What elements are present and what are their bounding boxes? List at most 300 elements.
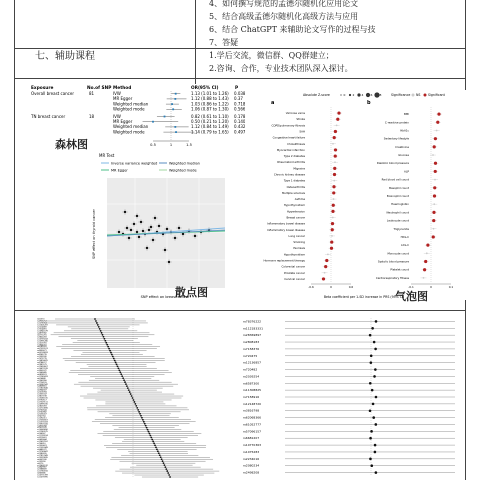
bubble-trait-label: Inflammatory bowel disease xyxy=(267,221,305,226)
snp-label: rs12991280 xyxy=(37,340,48,343)
scatter-label: 散点图 xyxy=(175,286,208,299)
snp-label: rs61570 xyxy=(37,318,45,321)
bubble-trait-label: Asthma xyxy=(294,197,305,202)
snp-point xyxy=(154,445,156,447)
bubble-point xyxy=(432,235,435,238)
snp-label: rs7726159 xyxy=(37,381,47,384)
document-sheet xyxy=(14,0,466,480)
bubble-point xyxy=(330,240,333,243)
snp-label: rs10770363 xyxy=(243,443,262,448)
bubble-point xyxy=(426,252,428,254)
bubble-point xyxy=(432,219,435,222)
row-divider xyxy=(15,310,465,311)
bubble-point xyxy=(333,167,336,170)
forest-header-or: OR(95% CI) xyxy=(191,86,219,91)
bubble-point xyxy=(331,210,334,213)
bubble-point xyxy=(424,260,427,263)
snp-label: rs11242675 xyxy=(37,431,48,434)
scatter-point xyxy=(178,227,180,229)
bubble-point xyxy=(432,154,434,156)
scatter-xlabel: SNP effect on breast cancer xyxy=(140,295,190,299)
snp-label: rs13329835 xyxy=(37,456,48,459)
scatter-point xyxy=(152,239,154,241)
snp-point xyxy=(103,338,105,340)
snp-label: rs67329123 xyxy=(37,348,48,351)
forest-or: 0.82 (0.61 to 1.10) xyxy=(191,113,229,119)
snp-label: rs2380205 xyxy=(37,452,47,455)
bubble-trait-label: Type 1 diabetes xyxy=(283,178,305,183)
forest-p: 0.566 xyxy=(234,106,245,112)
scatter-point xyxy=(138,236,140,238)
snp-label: rs11601287 xyxy=(37,324,48,327)
snp-label: rs12136857 xyxy=(243,360,262,365)
snp-label: rs4849887 xyxy=(37,466,47,469)
scatter-point xyxy=(164,249,166,251)
snp-point xyxy=(167,472,169,474)
snp-point xyxy=(370,464,373,467)
snp-point xyxy=(137,409,139,411)
snp-point xyxy=(101,332,103,334)
bubble-legend-value: 4 xyxy=(361,93,364,97)
scatter-legend-item: MR Egger xyxy=(111,168,128,173)
snp-point xyxy=(132,397,134,399)
forest-method: MR Egger xyxy=(113,119,133,124)
snp-label: rs1353747 xyxy=(37,393,47,396)
bubble-point xyxy=(331,228,334,231)
bubble-trait-label: Congestive heart failure xyxy=(272,135,305,140)
bubble-point xyxy=(332,143,334,145)
snp-point xyxy=(375,320,378,323)
snp-point xyxy=(157,450,159,452)
snp-label: rs10771399 xyxy=(37,474,48,477)
bubble-point xyxy=(333,173,336,176)
snp-label: rs720482 xyxy=(243,367,258,372)
bubble-point xyxy=(337,111,340,114)
snp-point xyxy=(136,407,138,409)
forest-p: 0.140 xyxy=(234,119,245,124)
snp-label: rs13387042 xyxy=(37,383,48,386)
snp-label: rs112183331 xyxy=(243,326,263,331)
bubble-legend-dot xyxy=(340,94,341,95)
snp-point xyxy=(122,377,124,379)
snp-label: rs2823093 xyxy=(37,405,47,408)
snp-point xyxy=(125,383,127,385)
forest-or: 1.14 (0.79 to 1.65) xyxy=(191,129,229,135)
forest-method: MR Egger xyxy=(113,96,133,102)
bubble-point xyxy=(336,124,338,126)
bubble-legend-dot xyxy=(357,93,360,96)
scatter-point xyxy=(133,223,135,225)
course-item-7: 7、答疑 xyxy=(209,38,239,47)
snp-point xyxy=(107,346,109,348)
snp-label: rs8170 xyxy=(37,462,44,465)
scatter-point xyxy=(126,227,128,229)
snp-label: rs7904301 xyxy=(37,344,47,347)
bubble-tick: -0.1 xyxy=(408,285,414,289)
snp-point xyxy=(141,417,143,419)
scatter-legend-item: Weighted mode xyxy=(169,168,197,173)
snp-point xyxy=(144,423,146,425)
snp-label: rs2588809 xyxy=(37,468,47,471)
bubble-trait-label: Cholelithiasis xyxy=(287,141,305,146)
scatter-point xyxy=(182,233,184,235)
snp-point xyxy=(168,474,170,476)
bubble-panel-b: b xyxy=(367,100,371,106)
snp-point xyxy=(139,413,141,415)
bubble-trait-label: Hypertension xyxy=(287,209,305,214)
snp-point xyxy=(140,415,142,417)
bubble-trait-label: Cardiorespiratory fitness xyxy=(375,275,409,280)
bubble-trait-label: Red blood cell count xyxy=(381,177,409,182)
snp-label: rs11075995 xyxy=(37,476,48,479)
snp-point xyxy=(371,389,374,392)
bubble-point xyxy=(334,161,336,163)
snp-point xyxy=(106,344,108,346)
snp-point xyxy=(135,405,137,407)
snp-point xyxy=(371,327,374,330)
snp-point xyxy=(370,354,373,357)
snp-point xyxy=(374,451,377,454)
snp-label: rs7072776 xyxy=(37,358,47,361)
snp-label: rs6587300 xyxy=(243,381,260,386)
bubble-tick: 0 xyxy=(330,285,332,289)
snp-label: rs204247 xyxy=(37,433,46,436)
bubble-trait-label: Prostate cancer xyxy=(284,270,305,275)
snp-point xyxy=(94,318,96,320)
bubble-point xyxy=(433,186,436,189)
bubble-point xyxy=(423,277,425,279)
bubble-trait-label: LDL-C xyxy=(401,243,409,248)
forest-nsnp: 81 xyxy=(89,91,95,96)
forest-p: 0.178 xyxy=(234,113,245,119)
scatter-point xyxy=(150,226,152,228)
snp-point xyxy=(127,387,129,389)
snp-point xyxy=(111,354,113,356)
forest-p: 0.37 xyxy=(234,96,243,102)
snp-point xyxy=(151,439,153,441)
scatter-point xyxy=(124,211,126,213)
forest-tick: 1 xyxy=(169,143,173,146)
bubble-plot xyxy=(261,90,467,300)
bubble-trait-label: Osteoarthritis xyxy=(286,184,305,189)
course-item-4: 4、如何撰写规范的孟德尔随机化应用论文 xyxy=(209,0,359,8)
snp-point xyxy=(150,437,152,439)
bubble-sig-ns: NS xyxy=(416,93,421,97)
scatter-point xyxy=(148,229,150,231)
snp-point xyxy=(375,396,378,399)
forest-or: 1.12 (0.88 to 1.43) xyxy=(191,96,229,102)
forest-label: 森林图 xyxy=(55,138,88,151)
bubble-point xyxy=(432,211,435,214)
snp-point xyxy=(115,362,117,364)
bubble-point xyxy=(433,203,435,205)
snp-label: rs2808183 xyxy=(243,340,260,345)
forest-or: 0.50 (0.21 to 1.20) xyxy=(191,119,229,124)
snp-point xyxy=(148,431,150,433)
snp-label: rs12493607 xyxy=(37,365,48,368)
bubble-trait-label: Basophil count xyxy=(389,185,409,190)
forest-point xyxy=(174,126,176,128)
section-title: 七、辅助课程 xyxy=(35,51,95,62)
snp-point xyxy=(375,471,378,474)
snp-point xyxy=(153,443,155,445)
scatter-legend-item: Inverse variance weighted xyxy=(111,161,158,166)
bubble-trait-label: Stroke xyxy=(296,117,305,122)
bubble-trait-label: Type 2 diabetes xyxy=(283,154,305,159)
bubble-legend-value: 2 xyxy=(352,93,355,97)
snp-label: rs10759243 xyxy=(37,338,48,341)
snp-label: rs17356907 xyxy=(37,419,48,422)
snp-label: rs616488 xyxy=(37,377,46,380)
snp-point xyxy=(169,476,171,478)
snp-label: rs1292011 xyxy=(37,417,47,420)
snp-label: rs28369897 xyxy=(243,333,262,338)
course-item-5: 5、结合高级孟德尔随机化高级方法与应用 xyxy=(209,12,359,21)
snp-label: rs7158916 xyxy=(243,395,260,399)
bubble-point xyxy=(330,247,333,250)
bubble-trait-label: Chronic kidney disease xyxy=(273,172,305,177)
snp-point xyxy=(162,460,164,462)
bubble-point xyxy=(332,217,334,219)
bubble-trait-label: Rheumatoid arthritis xyxy=(277,160,305,165)
bubble-trait-label: Psoriasis xyxy=(293,246,305,251)
bubble-trait-label: Platelet count xyxy=(390,267,409,272)
bubble-point xyxy=(333,136,336,139)
bubble-point xyxy=(332,185,335,188)
snp-label: rs3802283 xyxy=(37,336,47,339)
forest-tick: 0.5 xyxy=(150,143,156,146)
snp-point xyxy=(370,430,373,433)
snp-label: rs12405132 xyxy=(37,464,48,467)
snp-label: rs1013781 xyxy=(37,342,47,345)
bubble-trait-label: Myocardial infarction xyxy=(276,147,305,152)
snp-label: rs12422552 xyxy=(37,441,48,444)
forest-or: 1.06 (0.87 to 1.30) xyxy=(191,106,229,112)
forest-exposure: Overall breast cancer xyxy=(31,91,74,96)
snp-point xyxy=(105,342,107,344)
forest-header-exposure: Exposure xyxy=(31,86,54,91)
section-line-2: 2.咨询、合作，专业技术团队深入探讨。 xyxy=(209,64,353,73)
snp-label: rs12148720 xyxy=(243,401,262,406)
snp-point xyxy=(98,326,100,328)
snp-label: rs2214869 xyxy=(37,326,47,329)
snp-label: rs57096157 xyxy=(243,429,262,434)
snp-label: rs4973768 xyxy=(37,425,47,428)
forest-header-p: P xyxy=(235,86,239,91)
snp-label: rs11199914 xyxy=(37,435,48,438)
snp-label: rs6001930 xyxy=(37,458,47,461)
bubble-point xyxy=(327,253,329,255)
snp-label: rs9693444 xyxy=(37,439,47,442)
snp-point xyxy=(161,458,163,460)
row-divider xyxy=(15,78,465,79)
snp-point xyxy=(373,341,376,344)
bubble-sig-label: Significance xyxy=(391,93,411,97)
snp-label: rs75915166 xyxy=(37,423,48,426)
snp-point xyxy=(131,395,133,397)
forest-p: 0.432 xyxy=(234,124,245,130)
snp-point xyxy=(134,403,136,405)
forest-or: 1.03 (0.86 to 1.22) xyxy=(191,101,229,107)
snp-point xyxy=(129,391,131,393)
scatter-point xyxy=(146,247,148,249)
row-divider xyxy=(15,48,465,49)
scatter-point xyxy=(194,235,196,237)
snp-point xyxy=(158,452,160,454)
snp-label: rs3817198 xyxy=(37,395,47,398)
bubble-legend-value: 8 xyxy=(379,93,382,97)
bubble-legend-value: 6 xyxy=(370,93,373,97)
bubble-trait-label: Hypothyroidism xyxy=(283,252,305,257)
forest-tick: 1.5 xyxy=(186,143,192,146)
scatter-ylabel: SNP effect on thyroid cancer xyxy=(92,209,96,259)
snp-point xyxy=(369,409,372,412)
snp-label: rs1395930 xyxy=(37,356,47,359)
snp-label: rs132390 xyxy=(37,460,46,463)
snp-point xyxy=(120,373,122,375)
snp-label: rs11552449 xyxy=(37,446,48,449)
snp-point xyxy=(374,348,377,351)
snp-point xyxy=(163,462,165,464)
section-line-1: 1.学后交流，微信群、QQ群建立； xyxy=(209,51,334,60)
bubble-point xyxy=(426,244,429,247)
bubble-point xyxy=(332,191,335,194)
bubble-point xyxy=(332,204,335,207)
snp-forest-right xyxy=(241,314,463,480)
bubble-legend-dot xyxy=(366,93,370,97)
snp-label: rs17529111 xyxy=(37,401,48,404)
snp-point xyxy=(95,320,97,322)
snp-label: rs4879382 xyxy=(37,332,47,335)
bubble-point xyxy=(434,137,437,140)
snp-label: rs3816798 xyxy=(243,408,260,413)
snp-label: rs2363956 xyxy=(37,379,47,382)
snp-point xyxy=(372,403,375,406)
bubble-tick: 0.1 xyxy=(448,285,454,289)
snp-point xyxy=(166,470,168,472)
snp-point xyxy=(369,458,372,461)
bubble-trait-label: Colorectal cancer xyxy=(281,264,305,269)
snp-point xyxy=(118,367,120,369)
bubble-trait-label: Systolic blood pressure xyxy=(377,259,409,264)
snp-point xyxy=(110,352,112,354)
bubble-trait-label: Migraine xyxy=(293,166,305,171)
snp-point xyxy=(374,368,377,371)
snp-label: rs1550623 xyxy=(37,445,47,448)
snp-point xyxy=(369,334,372,337)
snp-label: rs2080234 xyxy=(243,463,260,468)
bubble-trait-label: Breast cancer xyxy=(286,215,305,220)
snp-label: rs4906252 xyxy=(37,320,47,323)
bubble-tick: 0.6 xyxy=(348,285,354,289)
bubble-point xyxy=(433,145,436,148)
bubble-point xyxy=(433,228,435,230)
bubble-point xyxy=(434,170,437,173)
snp-label: rs704010 xyxy=(37,443,46,446)
bubble-legend-dot xyxy=(349,94,351,96)
snp-point xyxy=(370,361,373,364)
forest-method: IVW xyxy=(113,113,121,119)
forest-exposure: TN breast cancer xyxy=(31,113,66,119)
forest-header-method: Method xyxy=(113,86,132,91)
snp-point xyxy=(159,454,161,456)
snp-label: rs3215401 xyxy=(37,437,47,440)
snp-label: rs865686 xyxy=(37,472,46,475)
snp-label: rs9790517 xyxy=(37,399,47,402)
bubble-tick: 0 xyxy=(430,285,432,289)
scatter-point xyxy=(136,215,138,217)
bubble-xlabel: Beta coefficient per 1-SD increase in PRS (95% CI) xyxy=(323,295,405,299)
scatter-point xyxy=(166,228,168,230)
snp-label: rs78376222 xyxy=(243,319,262,324)
snp-label: rs2498208 xyxy=(243,470,260,475)
scatter-legend-title: MR Test xyxy=(99,153,115,158)
snp-point xyxy=(164,464,166,466)
snp-point xyxy=(149,433,151,435)
snp-point xyxy=(146,427,148,429)
snp-point xyxy=(123,379,125,381)
forest-point xyxy=(172,108,174,110)
snp-label: rs7314891 xyxy=(37,328,47,331)
snp-point xyxy=(114,360,116,362)
scatter-point xyxy=(118,231,120,233)
scatter-point xyxy=(154,217,156,219)
bubble-point xyxy=(436,121,439,124)
snp-point xyxy=(121,375,123,377)
bubble-trait-label: BMI xyxy=(404,112,409,117)
snp-point xyxy=(124,381,126,383)
bubble-point xyxy=(325,259,328,262)
scatter-point xyxy=(158,225,160,227)
bubble-point xyxy=(324,265,327,268)
bubble-point xyxy=(324,272,326,274)
snp-label: rs1011970 xyxy=(37,427,47,430)
bubble-legend-title: Absolute Z-score xyxy=(303,93,330,97)
snp-label: rs720475 xyxy=(243,353,258,358)
snp-label: rs2039254 xyxy=(243,374,260,379)
bubble-trait-label: Eosinophil count xyxy=(386,194,409,198)
snp-point xyxy=(116,364,118,366)
snp-label: rs6828523 xyxy=(37,373,47,376)
bubble-trait-label: Triglyceride xyxy=(393,226,409,231)
snp-label: rs65109833 xyxy=(37,352,48,355)
snp-point xyxy=(145,425,147,427)
bubble-trait-label: Inflammatory bowel disease xyxy=(267,227,305,232)
snp-label: rs2236007 xyxy=(37,413,47,416)
snp-point xyxy=(108,348,110,350)
bubble-trait-label: Varicose veins xyxy=(285,111,305,116)
bubble-trait-label: Cervical cancer xyxy=(284,276,305,281)
bubble-trait-label: Glucose xyxy=(398,153,409,158)
snp-label: rs62068366 xyxy=(243,415,262,420)
bubble-trait-label: Creatinine xyxy=(395,144,409,149)
bubble-trait-label: Neutrophil count xyxy=(386,210,409,215)
snp-label: rs2016394 xyxy=(37,391,47,394)
forest-point xyxy=(171,103,173,105)
snp-point xyxy=(103,336,105,338)
snp-label: rs2234016 xyxy=(243,456,260,461)
snp-label: rs6964587 xyxy=(37,389,47,392)
snp-label: rs3760982 xyxy=(37,411,47,414)
snp-point xyxy=(156,448,158,450)
bubble-trait-label: Sedentary lifestyle xyxy=(383,136,409,141)
snp-point xyxy=(113,358,115,360)
bubble-point xyxy=(333,198,335,200)
bubble-trait-label: HDL-C xyxy=(400,234,409,239)
snp-point xyxy=(152,441,154,443)
snp-label: rs1075283 xyxy=(243,449,260,454)
snp-label: rs11820646 xyxy=(37,387,48,390)
